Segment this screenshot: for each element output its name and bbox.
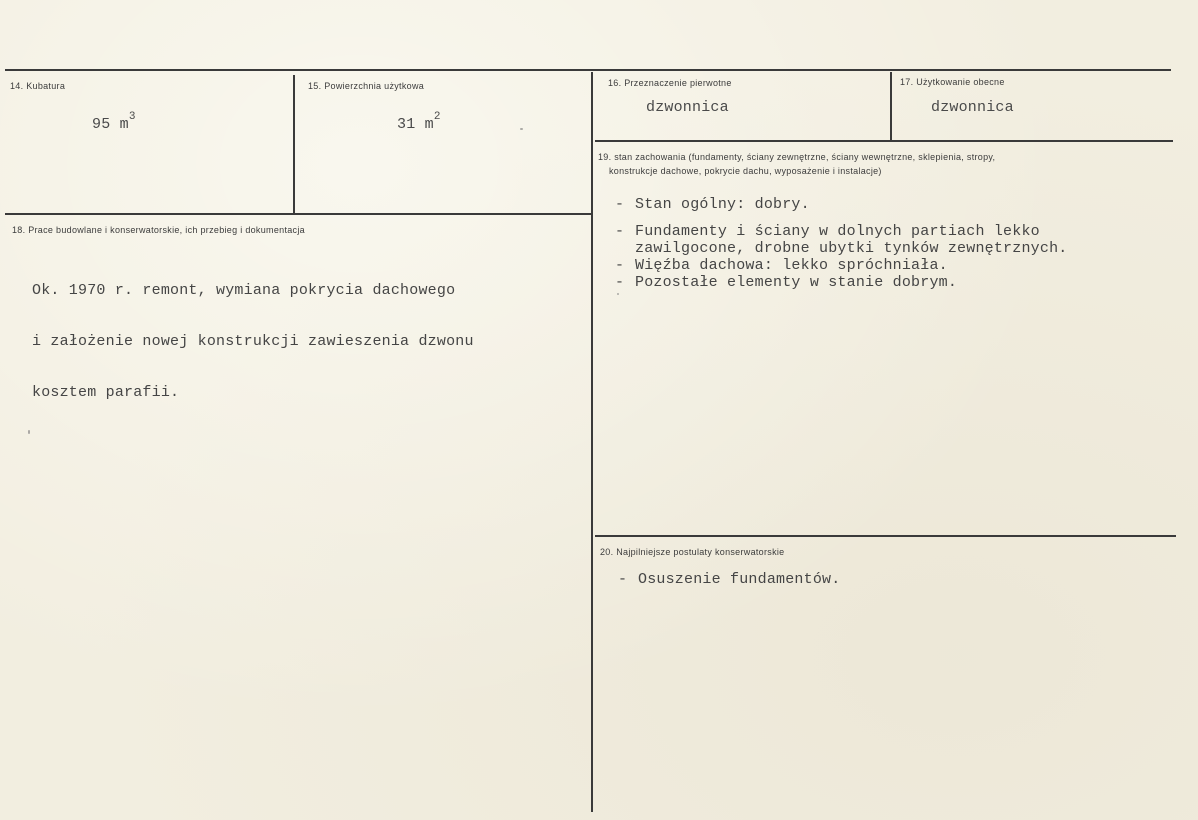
field-19-label-line2: konstrukcje dachowe, pokrycie dachu, wyposażenie i instalacje): [609, 166, 882, 176]
rule-above-20: [595, 535, 1176, 537]
field-17-label: 17. Użytkowanie obecne: [900, 77, 1005, 87]
field-18-text: [32, 248, 474, 435]
list-item: [615, 196, 1067, 213]
field-19-list: [615, 196, 1067, 291]
field-20-label: 20. Najpilniejsze postulaty konserwatorskie: [600, 547, 785, 557]
list-item-line: Osuszenie fundamentów.: [638, 571, 841, 588]
field-17-value: dzwonnica: [931, 99, 1014, 116]
list-dash: -: [615, 274, 625, 291]
field-16-value: dzwonnica: [646, 99, 729, 116]
field-14-value: [92, 111, 136, 133]
field-18-line: kosztem parafii.: [32, 384, 180, 401]
list-item-line: Więźba dachowa: lekko spróchniała.: [635, 257, 948, 274]
top-rule: [5, 69, 1171, 71]
list-item: [618, 571, 840, 588]
divider-14-15: [293, 75, 295, 215]
paper-speck: [617, 293, 619, 295]
list-dash: -: [615, 223, 625, 240]
list-item: [615, 257, 1067, 274]
field-15-label: 15. Powierzchnia użytkowa: [308, 81, 425, 91]
field-15-exponent: 2: [433, 111, 441, 123]
field-15-value: [397, 111, 441, 133]
list-item-line: Fundamenty i ściany w dolnych partiach lekko: [635, 223, 1040, 240]
paper-speck: [520, 128, 523, 130]
divider-15-16: [591, 72, 593, 812]
field-18-line: i założenie nowej konstrukcji zawieszenia dzwonu: [32, 333, 474, 350]
rule-under-16-17: [595, 140, 1173, 142]
rule-under-14-15: [5, 213, 592, 215]
list-item-line: Pozostałe elementy w stanie dobrym.: [635, 274, 958, 291]
field-20-list: [618, 571, 840, 595]
paper-speck: [28, 430, 30, 434]
field-14-exponent: 3: [128, 111, 136, 123]
list-item-line: zawilgocone, drobne ubytki tynków zewnętrznych.: [635, 240, 1068, 257]
list-item: [615, 223, 1067, 257]
field-15-value-text: 31 m: [397, 116, 434, 133]
list-item: [615, 274, 1067, 291]
list-dash: -: [615, 196, 625, 213]
field-14-label: 14. Kubatura: [10, 81, 66, 91]
field-19-label-line1: 19. stan zachowania (fundamenty, ściany zewnętrzne, ściany wewnętrzne, sklepienia, stropy,: [598, 152, 996, 162]
divider-16-17: [890, 72, 892, 142]
field-19-label: [598, 150, 1168, 178]
field-14-value-text: 95 m: [92, 116, 129, 133]
list-dash: -: [615, 257, 625, 274]
list-dash: -: [618, 571, 628, 588]
field-16-label: 16. Przeznaczenie pierwotne: [608, 78, 732, 88]
list-item-line: Stan ogólny: dobry.: [635, 196, 810, 213]
field-18-line: Ok. 1970 r. remont, wymiana pokrycia dachowego: [32, 282, 456, 299]
field-18-label: 18. Prace budowlane i konserwatorskie, ich przebieg i dokumentacja: [12, 225, 305, 235]
